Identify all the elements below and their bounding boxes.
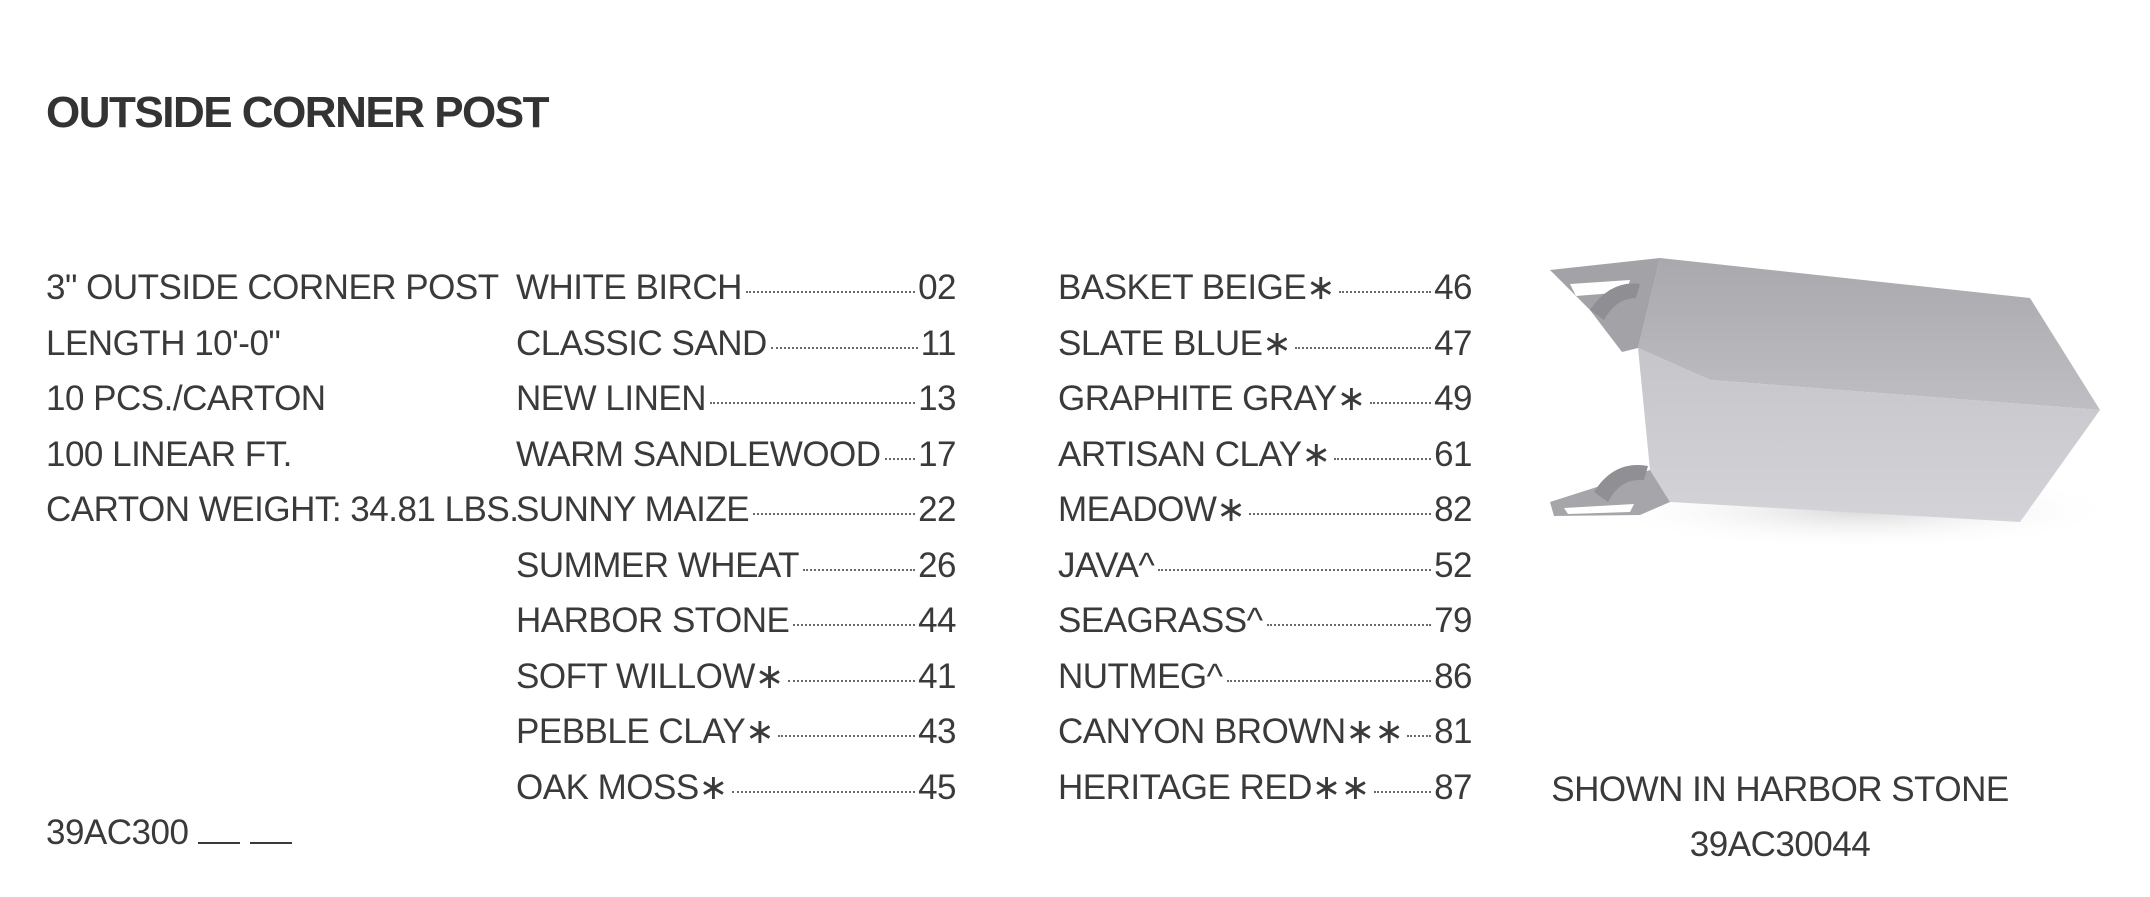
caption-part-number: 39AC30044 [1689,825,1871,864]
color-code: 61 [1434,434,1472,474]
color-code: 52 [1434,545,1472,585]
dot-leader [771,347,918,349]
color-code: 86 [1434,656,1472,696]
color-code: 79 [1434,601,1472,640]
color-code: 45 [918,767,956,807]
color-name: SUNNY MAIZE [516,490,750,529]
color-row [1058,482,1472,538]
part-number-blank [198,812,240,844]
color-code: 81 [1434,712,1472,751]
color-row [516,704,956,760]
color-name: HERITAGE RED∗∗ [1058,767,1370,807]
dot-leader [710,402,915,404]
color-code: 26 [918,545,956,585]
color-row [516,760,956,816]
color-list-right [1058,260,1472,815]
part-number-blank [250,812,292,844]
color-row [1058,704,1472,760]
color-name: PEBBLE CLAY∗ [516,712,775,751]
color-name: CLASSIC SAND [516,323,767,363]
dot-leader [885,458,916,460]
color-row [1058,260,1472,316]
color-code: 44 [918,601,956,640]
dot-leader [732,791,916,793]
part-number-prefix: 39AC300 [46,813,189,852]
color-name: NUTMEG^ [1058,656,1223,696]
dot-leader [1334,458,1431,460]
color-row [1058,427,1472,483]
color-code: 46 [1434,268,1472,307]
dot-leader [1374,791,1431,793]
dot-leader [746,291,915,293]
color-name: OAK MOSS∗ [516,767,728,807]
dot-leader [788,680,915,682]
dot-leader [1227,680,1431,682]
color-name: HARBOR STONE [516,601,790,640]
color-name: WHITE BIRCH [516,268,742,307]
spec-item: 10 PCS./CARTON [46,379,326,418]
color-code: 22 [918,490,956,529]
dot-leader [753,513,915,515]
caption-line: SHOWN IN HARBOR STONE [1551,770,2009,809]
color-code: 82 [1434,490,1472,529]
color-name: JAVA^ [1058,545,1155,585]
color-name: SEAGRASS^ [1058,601,1263,640]
color-name: CANYON BROWN∗∗ [1058,712,1404,751]
color-row [516,260,956,316]
color-row [516,593,956,649]
color-code: 49 [1434,379,1472,418]
dot-leader [778,735,915,737]
color-row [516,316,956,372]
color-code: 17 [918,434,956,474]
color-code: 47 [1434,323,1472,363]
color-row [516,427,956,483]
dot-leader [1249,513,1431,515]
page-title: OUTSIDE CORNER POST [46,88,548,137]
color-name: ARTISAN CLAY∗ [1058,434,1331,474]
dot-leader [803,569,915,571]
color-row [1058,371,1472,427]
color-name: MEADOW∗ [1058,490,1246,529]
color-row [1058,649,1472,705]
color-name: NEW LINEN [516,379,706,418]
color-name: SOFT WILLOW∗ [516,656,784,696]
spec-list [46,260,518,538]
color-name: GRAPHITE GRAY∗ [1058,379,1366,418]
color-row [1058,538,1472,594]
dot-leader [1407,735,1431,737]
color-code: 41 [918,656,956,696]
color-name: SLATE BLUE∗ [1058,323,1292,363]
color-name: WARM SANDLEWOOD [516,434,881,474]
dot-leader [1370,402,1432,404]
color-row [516,538,956,594]
part-number [46,812,292,853]
color-code: 11 [920,323,956,363]
spec-item: LENGTH 10'-0" [46,323,281,363]
color-row [1058,316,1472,372]
dot-leader [1267,624,1432,626]
spec-item: 100 LINEAR FT. [46,434,292,474]
image-caption [1540,762,2020,872]
color-name: SUMMER WHEAT [516,545,800,585]
corner-post-illustration [1530,240,2120,560]
color-code: 02 [918,268,956,307]
spec-item: 3" OUTSIDE CORNER POST [46,268,499,307]
color-code: 13 [918,379,956,418]
dot-leader [1158,569,1431,571]
color-row [1058,760,1472,816]
dot-leader [1339,291,1431,293]
color-row [516,482,956,538]
color-list-left [516,260,956,815]
color-name: BASKET BEIGE∗ [1058,268,1336,307]
color-code: 87 [1434,767,1472,807]
color-row [516,649,956,705]
spec-item: CARTON WEIGHT: 34.81 LBS. [46,490,519,529]
color-row [1058,593,1472,649]
color-code: 43 [918,712,956,751]
dot-leader [793,624,915,626]
dot-leader [1295,347,1431,349]
color-row [516,371,956,427]
